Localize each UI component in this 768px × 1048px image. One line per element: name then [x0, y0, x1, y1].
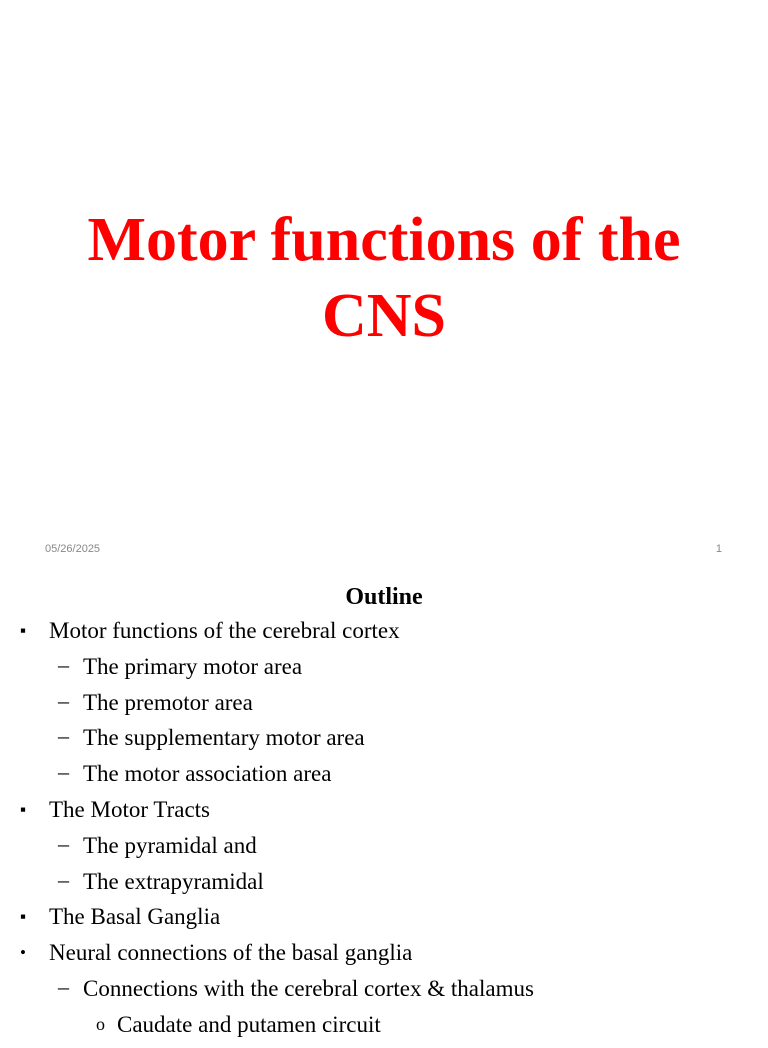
dash-bullet-icon: –	[58, 687, 69, 713]
list-item	[0, 761, 768, 797]
list-item	[0, 940, 768, 976]
list-item-text: The primary motor area	[83, 653, 303, 679]
list-item-text: Motor functions of the cerebral cortex	[49, 618, 400, 643]
round-bullet-icon: •	[20, 943, 26, 963]
list-item-text: Connections with the cerebral cortex & thalamus	[83, 975, 534, 1001]
list-item-text: The supplementary motor area	[83, 725, 365, 751]
slide-date: 05/26/2025	[45, 543, 101, 555]
slide-number: 1	[715, 543, 722, 555]
list-item	[0, 651, 768, 690]
slide-title-line-1: Motor functions of the	[87, 206, 681, 274]
dash-bullet-icon: –	[58, 973, 69, 999]
list-item-text: The pyramidal and	[83, 832, 257, 858]
list-item	[0, 973, 768, 1012]
list-item-text: Neural connections of the basal ganglia	[49, 940, 413, 966]
dash-bullet-icon: –	[58, 830, 69, 856]
list-item	[0, 904, 768, 940]
list-item	[0, 830, 768, 869]
square-bullet-icon: ▪	[20, 907, 27, 927]
circle-bullet-icon: o	[96, 1013, 105, 1034]
list-item	[0, 1012, 768, 1048]
list-item-text: Caudate and putamen circuit	[117, 1011, 381, 1037]
list-item	[0, 725, 768, 761]
list-item	[0, 866, 768, 905]
slide-title-line-2: CNS	[321, 282, 447, 350]
list-item-text: The extrapyramidal	[83, 868, 264, 894]
dash-bullet-icon: –	[58, 759, 69, 785]
list-item	[0, 687, 768, 726]
list-item-text: The motor association area	[83, 761, 332, 787]
square-bullet-icon: ▪	[20, 621, 27, 640]
list-item	[0, 797, 768, 833]
slide-title	[40, 202, 728, 354]
dash-bullet-icon: –	[58, 866, 69, 892]
dash-bullet-icon: –	[58, 651, 69, 677]
square-bullet-icon: ▪	[20, 799, 27, 819]
list-item	[0, 618, 768, 654]
outline-list	[0, 618, 768, 1048]
dash-bullet-icon: –	[58, 723, 69, 749]
list-item-text: The premotor area	[83, 689, 253, 715]
list-item-text: The Motor Tracts	[49, 796, 210, 822]
outline-title: Outline	[345, 584, 423, 610]
outline-slide	[0, 576, 768, 1037]
list-item-text: The Basal Ganglia	[49, 904, 221, 930]
